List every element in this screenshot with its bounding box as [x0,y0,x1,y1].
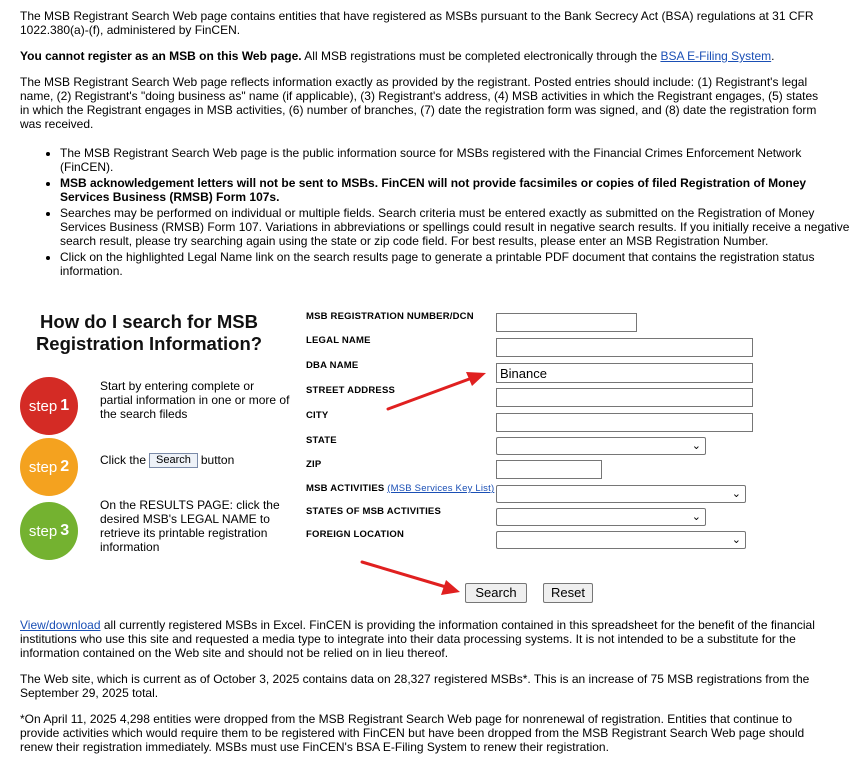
chevron-down-icon: ⌄ [691,511,701,523]
intro-paragraph: The MSB Registrant Search Web page contains entities that have registered as MSBs pursuant to the Bank Secrecy Act (BSA) regulations at 31 CFR 1022.380(a)-(f), administered by FinCEN. [20,9,814,37]
step-1-number: 1 [60,397,70,414]
dba-name-label: DBA NAME [306,360,359,371]
bullet-public-source: • The MSB Registrant Search Web page is the public information source for MSBs registered with the Financial Crimes Enforcement Network (FinCEN). [60,146,850,174]
arrow-to-dba-name [388,372,486,409]
view-download-link[interactable]: View/download [20,618,101,632]
reg-number-label: MSB REGISTRATION NUMBER/DCN [306,311,474,322]
zip-label: ZIP [306,459,322,470]
registration-notice-text: All MSB registrations must be completed electronically through the [301,49,661,63]
registration-notice-bold: You cannot register as an MSB on this Web page. [20,49,302,63]
city-label: CITY [306,410,329,421]
bullet-search-tips: • Searches may be performed on individual or multiple fields. Search criteria must be entered exactly as submitted on the Registration of Money Services Business (RMSB) Form 107. Variations in abbreviations or spellings could result in negative search results. If you initially receive a negative search result, please try searching again using the state or zip code field. For best results, please enter an MSB Registration Number. [60,206,850,248]
street-address-label: STREET ADDRESS [306,385,396,396]
states-of-msb-activities-label: STATES OF MSB ACTIVITIES [306,506,441,517]
bsa-efiling-link[interactable]: BSA E-Filing System [660,49,772,63]
chevron-down-icon: ⌄ [731,534,741,546]
step-1-text: Start by entering complete or partial information in one or more of the search fileds [100,379,290,421]
step-2-number: 2 [60,458,70,475]
msb-services-key-list-link[interactable]: (MSB Services Key List) [387,483,495,494]
registration-notice-end: . [771,49,775,63]
download-paragraph-text: all currently registered MSBs in Excel. FinCEN is providing the information contained in this spreadsheet for the benefit of the financial institutions who use this site and requested a media type to integrate into their data processing systems. It is not intended to be a substitute for the information contained on the Web site and should not be relied on in lieu thereof. [20,618,815,660]
reset-button[interactable]: Reset [543,583,593,603]
step-3-word: step [28,522,58,540]
search-button[interactable]: Search [465,583,527,603]
dropped-entities-note: *On April 11, 2025 4,298 entities were dropped from the MSB Registrant Search Web page for nonrenewal of registration. Entities that continue to provide activities which would require them to be registered with FinCEN but have been dropped from the MSB Registrant Search Web page should renew their registration immediately. MSBs must use FinCEN's BSA E-Filing System to renew their registration. [20,712,805,754]
howto-heading: How do I search for MSB Registration Information? [35,311,263,354]
state-label: STATE [306,435,337,446]
currency-paragraph: The Web site, which is current as of October 3, 2025 contains data on 28,327 registered MSBs*. This is an increase of 75 MSB registrations from the September 29, 2025 total. [20,672,810,700]
step-2-search-button-illustration: Search [149,453,198,468]
step-2-text-after: button [200,453,235,467]
step-3-text: On the RESULTS PAGE: click the desired MSB's LEGAL NAME to retrieve its printable registration information [100,498,280,554]
foreign-location-label: FOREIGN LOCATION [306,529,405,540]
msb-activities-label-text: MSB ACTIVITIES [306,483,385,494]
download-paragraph [20,618,820,660]
step-3-number: 3 [60,522,70,539]
posted-entries-paragraph: The MSB Registrant Search Web page reflects information exactly as provided by the registrant. Posted entries should include: (1) Registrant's legal name, (2) Registrant's "doing business as" name (if applicable), (3) Registrant's address, (4) MSB activities in which the Registrant engages, (5) states in which the Registrant engages in MSB activities, (6) number of branches, (7) date the registration form was signed, and (8) date the registration form was received. [20,75,819,131]
legal-name-label: LEGAL NAME [306,335,371,346]
arrow-to-search-button [362,562,460,595]
chevron-down-icon: ⌄ [691,440,701,452]
bullet-acknowledgement-text: MSB acknowledgement letters will not be sent to MSBs. FinCEN will not provide facsimiles or copies of filed Registration of Money Services Business (RMSB) Form 107s. [60,176,807,204]
step-1-word: step [28,397,58,415]
step-2-text-before: Click the [100,453,147,467]
chevron-down-icon: ⌄ [731,488,741,500]
step-2-word: step [28,458,58,476]
bullet-legal-name-link: • Click on the highlighted Legal Name link on the search results page to generate a printable PDF document that contains the registration status information. [60,250,850,278]
